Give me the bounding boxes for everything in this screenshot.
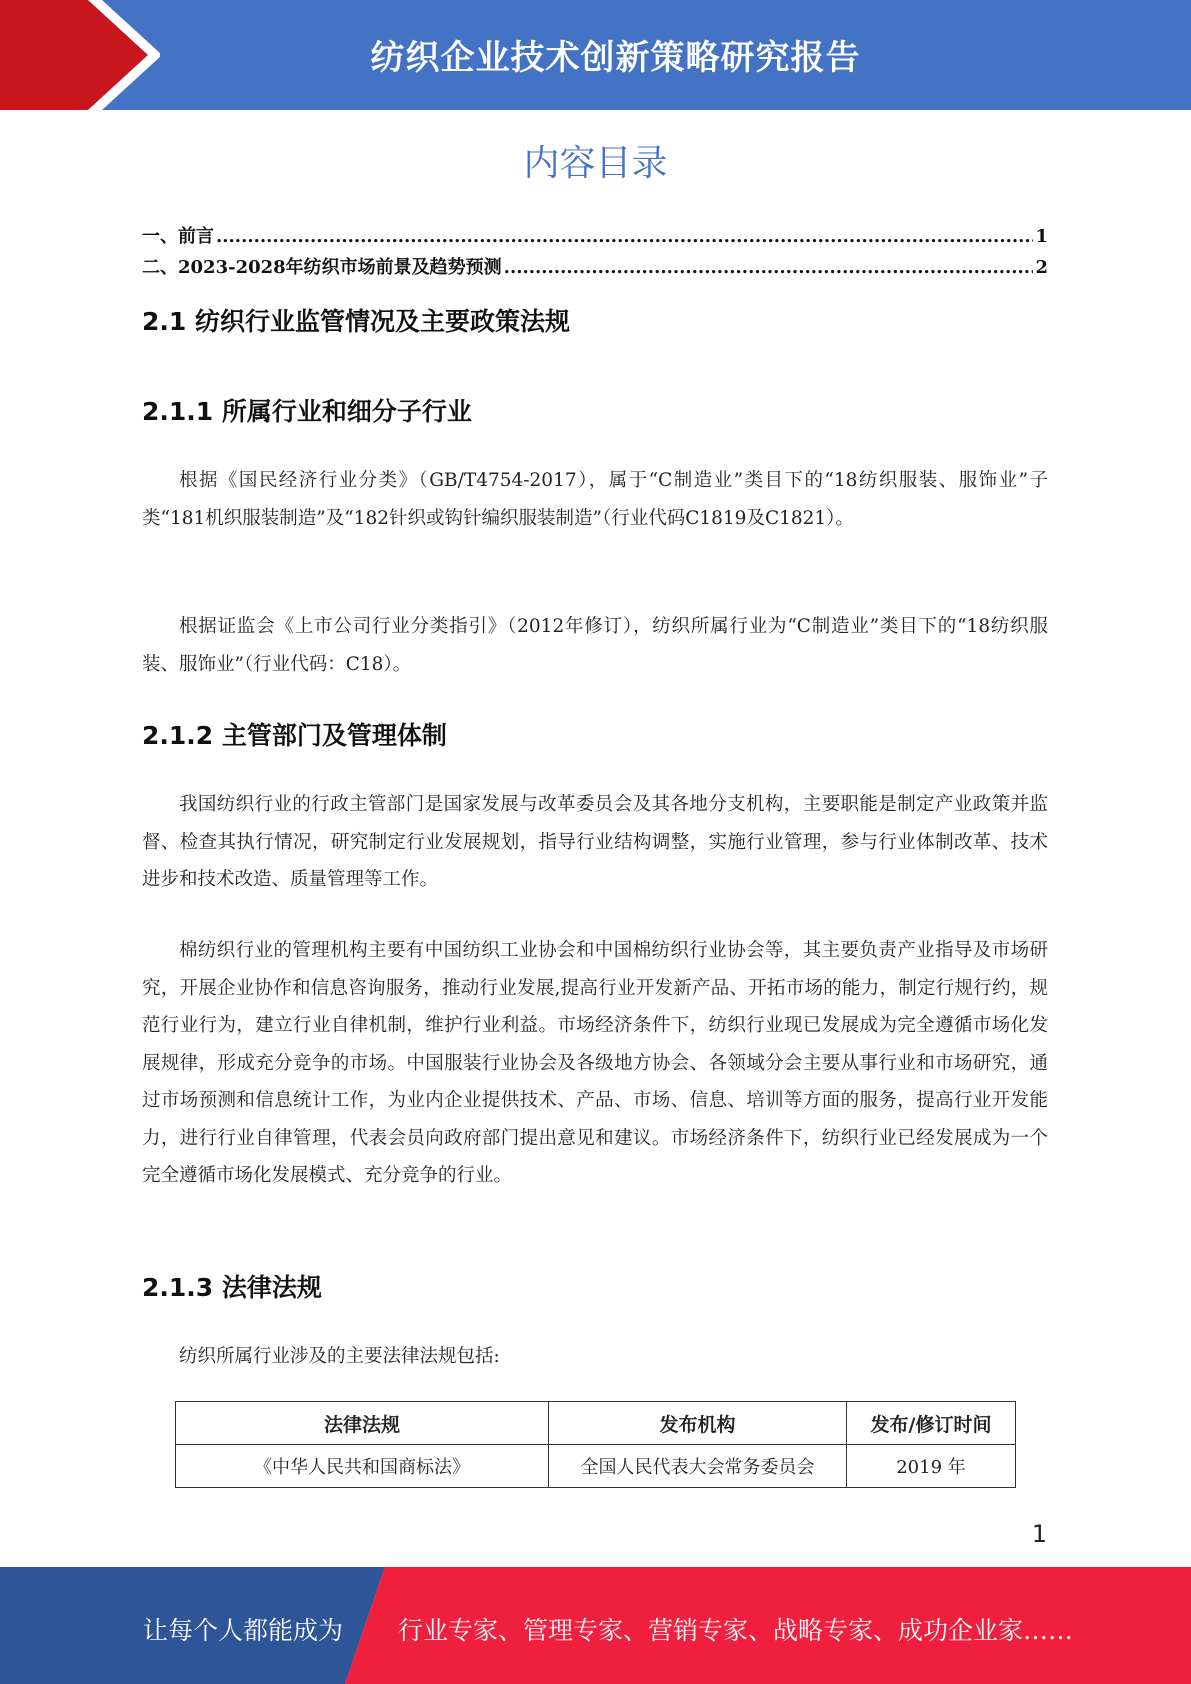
laws-table	[175, 1401, 1016, 1488]
section-2-1-1	[142, 392, 1048, 428]
section-heading: 2.1.2 主管部门及管理体制	[142, 721, 447, 750]
toc-title: 内容目录	[523, 143, 668, 184]
toc-entry-page: 1	[1035, 226, 1048, 247]
paragraph: 棉纺织行业的管理机构主要有中国纺织工业协会和中国棉纺织行业协会等，其主要负责产业指导及市场研究，开展企业协作和信息咨询服务，推动行业发展,提高行业开发新产品、开拓市场的能力，制定行规行约，规范行业行为，建立行业自律机制，维护行业利益。市场经济条件下，纺织行业现已发展成为完全遵循市场化发展规律，形成充分竞争的市场。中国服装行业协会及各级地方协会、各领域分会主要从事行业和市场研究，通过市场预测和信息统计工作，为业内企业提供技术、产品、市场、信息、培训等方面的服务，提高行业开发能力，进行行业自律管理，代表会员向政府部门提出意见和建议。市场经济条件下，纺织行业已经发展成为一个完全遵循市场化发展模式、充分竞争的行业。	[142, 940, 1048, 1186]
toc-entry-forecast[interactable]	[142, 253, 1048, 284]
section-heading: 2.1.1 所属行业和细分子行业	[142, 397, 472, 426]
paragraph-block	[142, 932, 1048, 1195]
table-intro: 纺织所属行业涉及的主要法律法规包括:	[179, 1346, 500, 1367]
column-header: 发布机构	[549, 1402, 847, 1445]
section-2-1-3	[142, 1268, 1048, 1304]
toc-entry-label: 二、2023-2028年纺织市场前景及趋势预测	[142, 257, 502, 278]
toc-leader-dots	[216, 226, 1033, 247]
paragraph-block	[142, 608, 1048, 683]
paragraph-block	[142, 1338, 1048, 1376]
toc-leader-dots	[504, 257, 1034, 278]
paragraph-block	[142, 462, 1048, 537]
footer-banner	[0, 1567, 1191, 1684]
toc-entry-label: 一、前言	[142, 226, 214, 247]
table-of-contents	[142, 222, 1048, 284]
column-header: 发布/修订时间	[847, 1402, 1016, 1445]
section-heading: 2.1.3 法律法规	[142, 1273, 322, 1302]
paragraph: 根据证监会《上市公司行业分类指引》（2012年修订），纺织所属行业为“C制造业”类目下的“18纺织服装、服饰业”（行业代码：C18）。	[142, 616, 1048, 675]
toc-entry-page: 2	[1035, 257, 1048, 278]
toc-entry-preface[interactable]	[142, 222, 1048, 253]
column-header: 法律法规	[176, 1402, 549, 1445]
footer-slogan-right: 行业专家、管理专家、营销专家、战略专家、成功企业家……	[398, 1616, 1074, 1645]
paragraph: 根据《国民经济行业分类》（GB/T4754-2017），属于“C制造业”类目下的“18纺织服装、服饰业”子类“181机织服装制造”及“182针织或钩针编织服装制造”（行业代码C1819及C1821）。	[142, 470, 1048, 529]
table-cell: 2019 年	[847, 1445, 1016, 1488]
section-2-1	[142, 302, 1048, 338]
page-number: 1	[1031, 1520, 1047, 1548]
table-row	[176, 1445, 1016, 1488]
section-2-1-2	[142, 716, 1048, 752]
paragraph: 我国纺织行业的行政主管部门是国家发展与改革委员会及其各地分支机构，主要职能是制定产业政策并监督、检查其执行情况，研究制定行业发展规划，指导行业结构调整，实施行业管理，参与行业体制改革、技术进步和技术改造、质量管理等工作。	[142, 794, 1048, 890]
header-banner	[0, 0, 1191, 110]
report-title: 纺织企业技术创新策略研究报告	[370, 38, 861, 78]
table-header-row	[176, 1402, 1016, 1445]
table-cell: 全国人民代表大会常务委员会	[549, 1445, 847, 1488]
table-cell: 《中华人民共和国商标法》	[176, 1445, 549, 1488]
paragraph-block	[142, 786, 1048, 899]
section-heading: 2.1 纺织行业监管情况及主要政策法规	[142, 307, 570, 336]
footer-slogan-left: 让每个人都能成为	[143, 1616, 344, 1645]
